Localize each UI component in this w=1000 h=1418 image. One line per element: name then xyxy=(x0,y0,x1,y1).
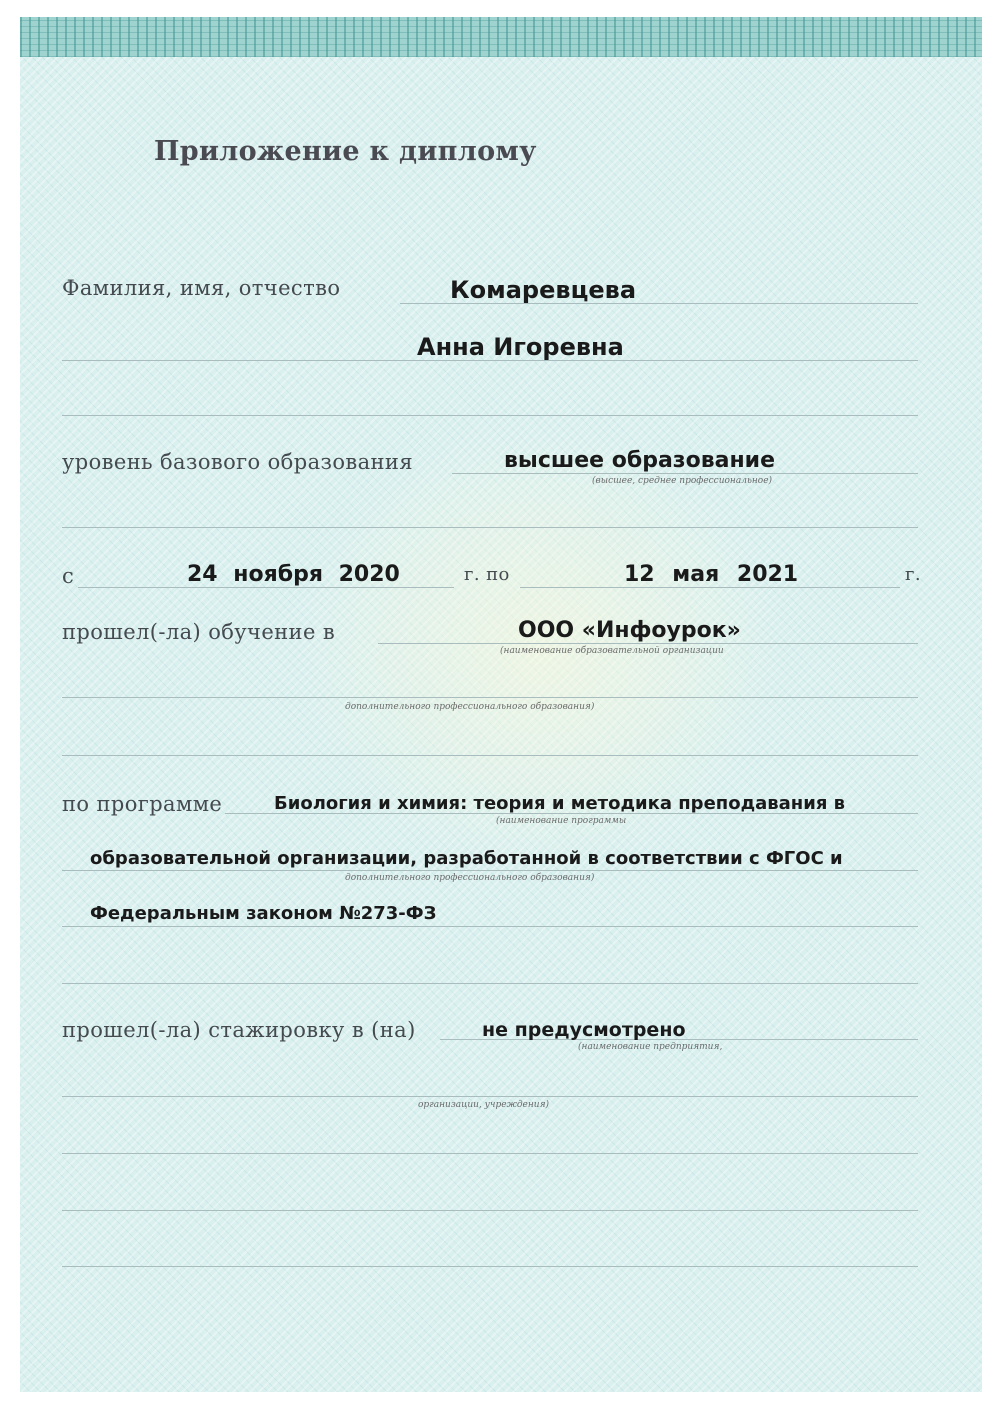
period-to-line xyxy=(520,587,900,588)
period-to-date: 12 мая 2021 xyxy=(624,562,799,587)
training-hint-2: дополнительного профессионального образования) xyxy=(345,702,595,712)
program-line-2-text: образовательной организации, разработанной в соответствии с ФГОС и xyxy=(90,848,843,869)
top-ornament-border xyxy=(20,17,982,57)
program-line-3 xyxy=(62,926,918,927)
education-label: уровень базового образования xyxy=(62,450,413,474)
internship-line-3 xyxy=(62,1153,918,1154)
program-line-1-text: Биология и химия: теория и методика преподавания в xyxy=(274,793,846,814)
full-name-line-2 xyxy=(62,360,918,361)
education-value: высшее образование xyxy=(504,448,775,473)
program-hint-1: (наименование программы xyxy=(496,816,627,826)
internship-value: не предусмотрено xyxy=(482,1019,686,1041)
full-name-line-3 xyxy=(62,415,918,416)
document-title: Приложение к диплому xyxy=(154,136,537,167)
program-line-3-text: Федеральным законом №273-ФЗ xyxy=(90,903,437,924)
internship-line-4 xyxy=(62,1210,918,1211)
education-hint: (высшее, среднее профессиональное) xyxy=(592,476,773,486)
training-line xyxy=(378,643,918,644)
program-hint-2: дополнительного профессионального образования) xyxy=(345,873,595,883)
training-hint-1: (наименование образовательной организации xyxy=(500,646,724,656)
period-from-line xyxy=(78,587,454,588)
education-line-2 xyxy=(62,527,918,528)
internship-line-2 xyxy=(62,1096,918,1097)
given-names-value: Анна Игоревна xyxy=(417,333,624,361)
program-line-4 xyxy=(62,983,918,984)
internship-label: прошел(-ла) стажировку в (на) xyxy=(62,1018,416,1042)
surname-value: Комаревцева xyxy=(450,276,637,304)
period-to-prefix: г. по xyxy=(464,564,510,585)
period-from-date: 24 ноября 2020 xyxy=(187,562,400,587)
training-value: ООО «Инфоурок» xyxy=(518,618,741,643)
internship-hint-2: организации, учреждения) xyxy=(418,1100,550,1110)
education-line xyxy=(452,473,918,474)
full-name-label: Фамилия, имя, отчество xyxy=(62,276,341,300)
program-label: по программе xyxy=(62,792,223,816)
program-line-2 xyxy=(62,870,918,871)
internship-line-5 xyxy=(62,1266,918,1267)
training-label: прошел(-ла) обучение в xyxy=(62,620,336,644)
training-line-3 xyxy=(62,755,918,756)
period-suffix: г. xyxy=(905,564,921,585)
full-name-line-1 xyxy=(400,303,918,304)
internship-hint-1: (наименование предприятия, xyxy=(578,1042,723,1052)
training-line-2 xyxy=(62,697,918,698)
period-from-prefix: с xyxy=(62,564,75,588)
